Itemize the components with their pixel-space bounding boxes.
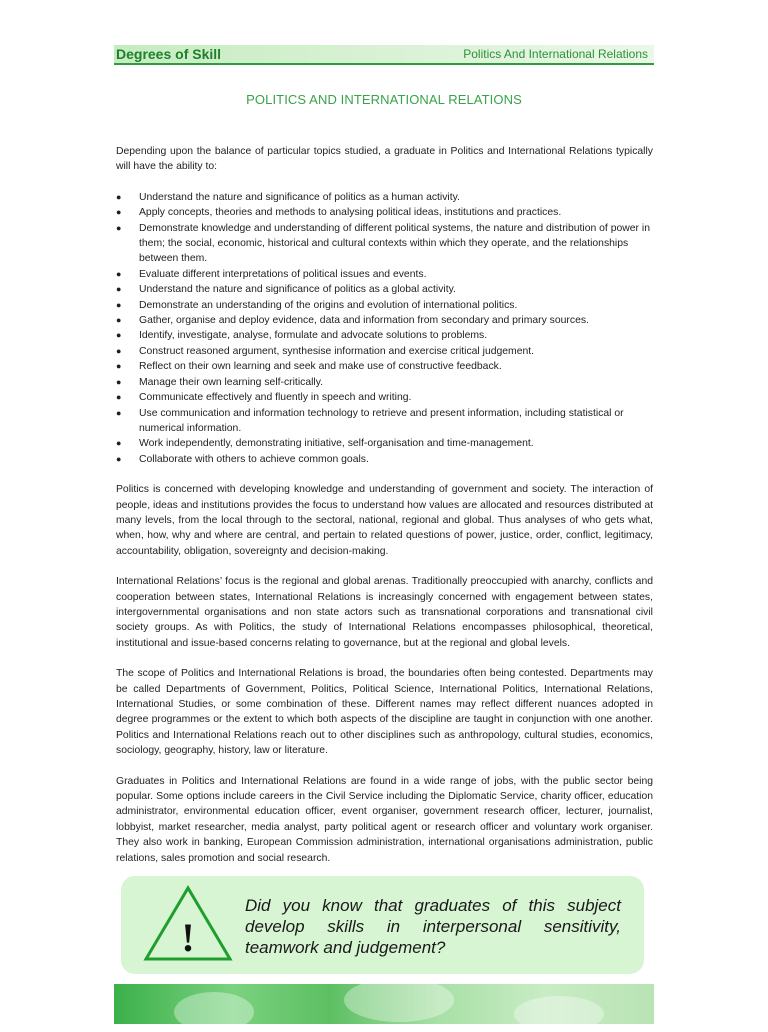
bullet-icon: ● <box>116 392 122 403</box>
warning-triangle-icon <box>143 885 233 963</box>
bullet-icon: ● <box>116 315 122 326</box>
bullet-icon: ● <box>116 222 122 233</box>
list-item: ● Demonstrate knowledge and understanding of different political systems, the nature and distribution of power in them; the social, economic, historical and cultural contexts within which they operate, and the relationships between them. <box>116 222 650 265</box>
exclamation-glyph: ! <box>181 915 195 960</box>
page-header <box>114 45 654 65</box>
footer-photo-strip <box>114 984 654 1024</box>
bullet-icon: ● <box>116 361 122 372</box>
bullet-icon: ● <box>116 345 122 356</box>
list-item: ● Apply concepts, theories and methods to analysing political ideas, institutions and practices. <box>116 205 653 220</box>
list-item: ● Evaluate different interpretations of political issues and events. <box>116 267 653 282</box>
list-item: ● Identify, investigate, analyse, formulate and advocate solutions to problems. <box>116 328 653 343</box>
politics-paragraph: Politics is concerned with developing knowledge and understanding of government and society. The interaction of people, ideas and institutions provides the focus to understand how values are allocated and resources distributed at many levels, from the local through to the sectoral, national, regional and global. Thus analyses of who gets what, when, how, why and where are central, and pertain to related questions of power, justice, order, conflict, legitimacy, accountability, obligation, sovereignty and decision-making. <box>116 484 653 557</box>
list-item: ● Manage their own learning self-critically. <box>116 375 653 390</box>
header-right-title: Politics And International Relations <box>463 47 648 61</box>
list-item: ● Construct reasoned argument, synthesise information and exercise critical judgement. <box>116 344 653 359</box>
scope-paragraph: The scope of Politics and International Relations is broad, the boundaries often being contested. Departments may be called Departments of Government, Politics, Political Science, International Politics, International Relations, International Studies, or some combination of these. Different names may reflect different nuances adopted in degree programmes or the extent to which both aspects of the discipline are taught in conjunction with one another. Politics and International Relations reach out to other disciplines such as anthropology, cultural studies, economics, sociology, geography, history, law or literature. <box>116 668 653 757</box>
intro-paragraph: Depending upon the balance of particular topics studied, a graduate in Politics and International Relations typically will have the ability to: <box>116 146 653 173</box>
list-item: ● Collaborate with others to achieve common goals. <box>116 452 653 467</box>
bullet-icon: ● <box>116 453 122 464</box>
header-left-title: Degrees of Skill <box>116 46 222 62</box>
list-item: ● Understand the nature and significance of politics as a human activity. <box>116 190 653 205</box>
international-relations-paragraph: International Relations’ focus is the regional and global arenas. Traditionally preoccupied with anarchy, conflicts and cooperation between states, International Relations is increasingly concerned with engagement between states, intergovernmental organisations and non state actors such as transnational corporations and transnational civil society groups. As with Politics, the study of International Relations encompasses philosophical, theoretical, institutional and issue-based concerns relating to governance, but at the regional and global levels. <box>116 576 653 649</box>
callout-text: Did you know that graduates of this subject develop skills in interpersonal sensitivity, teamwork and judgement? <box>245 896 621 957</box>
bullet-icon: ● <box>116 268 122 279</box>
list-item: ● Use communication and information technology to retrieve and present information, including statistical or numerical information. <box>116 407 624 434</box>
bullet-icon: ● <box>116 438 122 449</box>
bullet-icon: ● <box>116 207 122 218</box>
bullet-icon: ● <box>116 299 122 310</box>
careers-paragraph: Graduates in Politics and International Relations are found in a wide range of jobs, with the public sector being popular. Some options include careers in the Civil Service including the Diplomatic Service, charity officer, education administrator, environmental education officer, event organiser, government research officer, lecturer, journalist, lobbyist, market researcher, media analyst, party political agent or research officer and voluntary work organiser. They also work in banking, European Commission administration, international organisations administration, public relations, sales promotion and social research. <box>116 775 653 864</box>
bullet-icon: ● <box>116 407 122 418</box>
list-item: ● Demonstrate an understanding of the origins and evolution of international politics. <box>116 298 653 313</box>
bullet-icon: ● <box>116 330 122 341</box>
main-content <box>116 144 653 881</box>
page-title: POLITICS AND INTERNATIONAL RELATIONS <box>246 92 522 107</box>
list-item: ● Understand the nature and significance of politics as a global activity. <box>116 282 653 297</box>
list-item: ● Communicate effectively and fluently in speech and writing. <box>116 390 653 405</box>
list-item: ● Work independently, demonstrating initiative, self-organisation and time-management. <box>116 436 653 451</box>
bullet-icon: ● <box>116 191 122 202</box>
did-you-know-callout <box>121 876 644 974</box>
list-item: ● Reflect on their own learning and seek and make use of constructive feedback. <box>116 359 653 374</box>
list-item: ● Gather, organise and deploy evidence, data and information from secondary and primary sources. <box>116 313 653 328</box>
skills-list <box>116 190 653 467</box>
bullet-icon: ● <box>116 376 122 387</box>
bullet-icon: ● <box>116 284 122 295</box>
